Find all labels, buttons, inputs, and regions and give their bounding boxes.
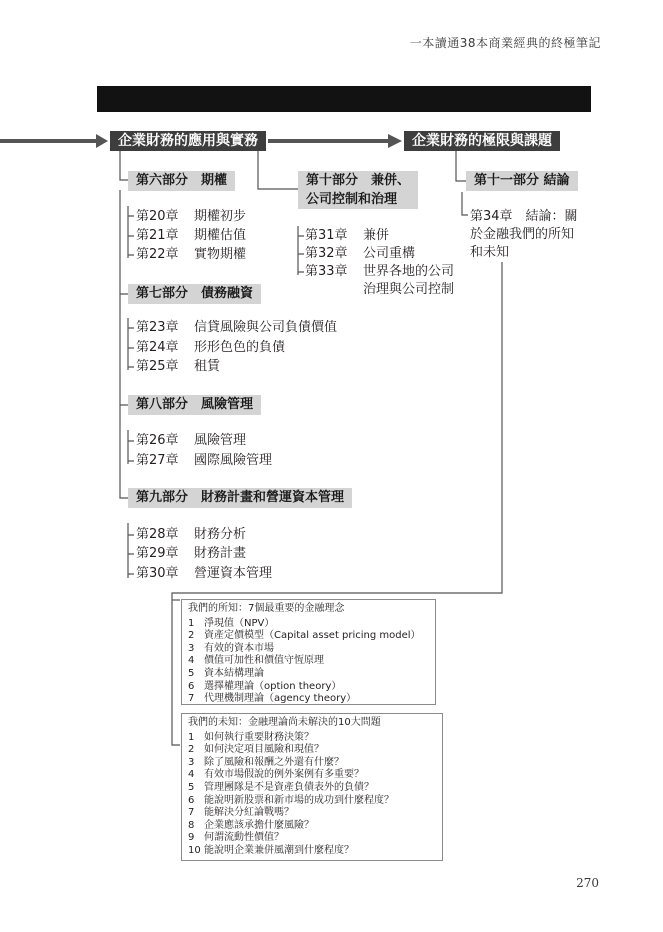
known-item: 1 淨現值（NPV） [188, 617, 275, 629]
page-number: 270 [576, 876, 599, 890]
book-title-header: 一本讀通38本商業經典的終極筆記 [409, 36, 601, 50]
part9-chapter: 第30章 營運資本管理 [136, 566, 273, 581]
part6-title: 第六部分 期權 [128, 171, 235, 191]
unknown-title: 我們的未知：金融理論尚未解決的10大問題 [188, 717, 381, 728]
known-item: 6 選擇權理論（option theory） [188, 680, 342, 692]
unknown-item: 5 管理團隊是不是資產負債表外的負債？ [188, 781, 374, 793]
known-item: 3 有效的資本市場 [188, 642, 274, 654]
unknown-box [181, 713, 443, 861]
unknown-item: 1 如何執行重要財務決策？ [188, 731, 314, 743]
part9-chapter: 第28章 財務分析 [136, 527, 247, 542]
unknown-item: 7 能解決分紅論戰嗎？ [188, 807, 294, 819]
unknown-item: 9 何謂流動性價值？ [188, 832, 284, 844]
section-limits: 企業財務的極限與課題 [404, 131, 560, 151]
part10-title-line2: 公司控制和治理 [306, 192, 398, 207]
unknown-item: 8 企業應該承擔什麼風險？ [188, 819, 314, 831]
part8-chapter: 第26章 風險管理 [136, 433, 247, 448]
unknown-item: 10 能說明企業兼併風潮到什麼程度？ [188, 844, 354, 856]
known-title: 我們的所知：7個最重要的金融理念 [188, 603, 345, 614]
part7-title: 第七部分 債務融資 [128, 284, 261, 304]
part10-title-line1: 第十部分 兼併、 [306, 173, 411, 188]
part8-chapter: 第27章 國際風險管理 [136, 453, 273, 468]
part10-chapter33-line2: 治理與公司控制 [363, 282, 455, 297]
part11-title: 第十一部分 結論 [466, 171, 578, 191]
known-item: 7 代理機制理論（agency theory） [188, 693, 357, 705]
part11-chapter-line1: 第34章 結論：關 [470, 209, 578, 224]
part10-chapter: 第31章 兼併 [305, 228, 390, 243]
unknown-item: 2 如何決定項目風險和現值？ [188, 744, 324, 756]
unknown-item: 3 除了風險和報酬之外還有什麼？ [188, 756, 344, 768]
part10-title [298, 171, 418, 209]
part10-chapter: 第33章 世界各地的公司 [305, 264, 455, 279]
known-box [181, 599, 436, 705]
unknown-item: 4 有效市場假說的例外案例有多重要？ [188, 769, 364, 781]
part9-title: 第九部分 財務計畫和營運資本管理 [128, 488, 352, 508]
part7-chapter: 第24章 形形色色的負債 [136, 340, 286, 355]
section-applications: 企業財務的應用與實務 [110, 131, 266, 151]
part10-chapter: 第32章 公司重構 [305, 246, 416, 261]
known-item: 2 資產定價模型（Capital asset pricing model） [188, 630, 421, 642]
part6-chapter: 第22章 實物期權 [136, 247, 247, 262]
part9-chapter: 第29章 財務計畫 [136, 546, 247, 561]
part11-chapter-line2: 於金融我們的所知 [470, 227, 575, 242]
part6-chapter: 第20章 期權初步 [136, 209, 247, 224]
part8-title: 第八部分 風險管理 [128, 395, 261, 415]
part7-chapter: 第25章 租賃 [136, 359, 221, 374]
known-item: 5 資本結構理論 [188, 667, 264, 679]
unknown-item: 6 能說明新股票和新市場的成功到什麼程度？ [188, 794, 394, 806]
known-item: 4 價值可加性和價值守恆原理 [188, 655, 324, 667]
part11-chapter-line3: 和未知 [470, 245, 510, 260]
part7-chapter: 第23章 信貸風險與公司負債價值 [136, 320, 338, 335]
part6-chapter: 第21章 期權估值 [136, 228, 247, 243]
